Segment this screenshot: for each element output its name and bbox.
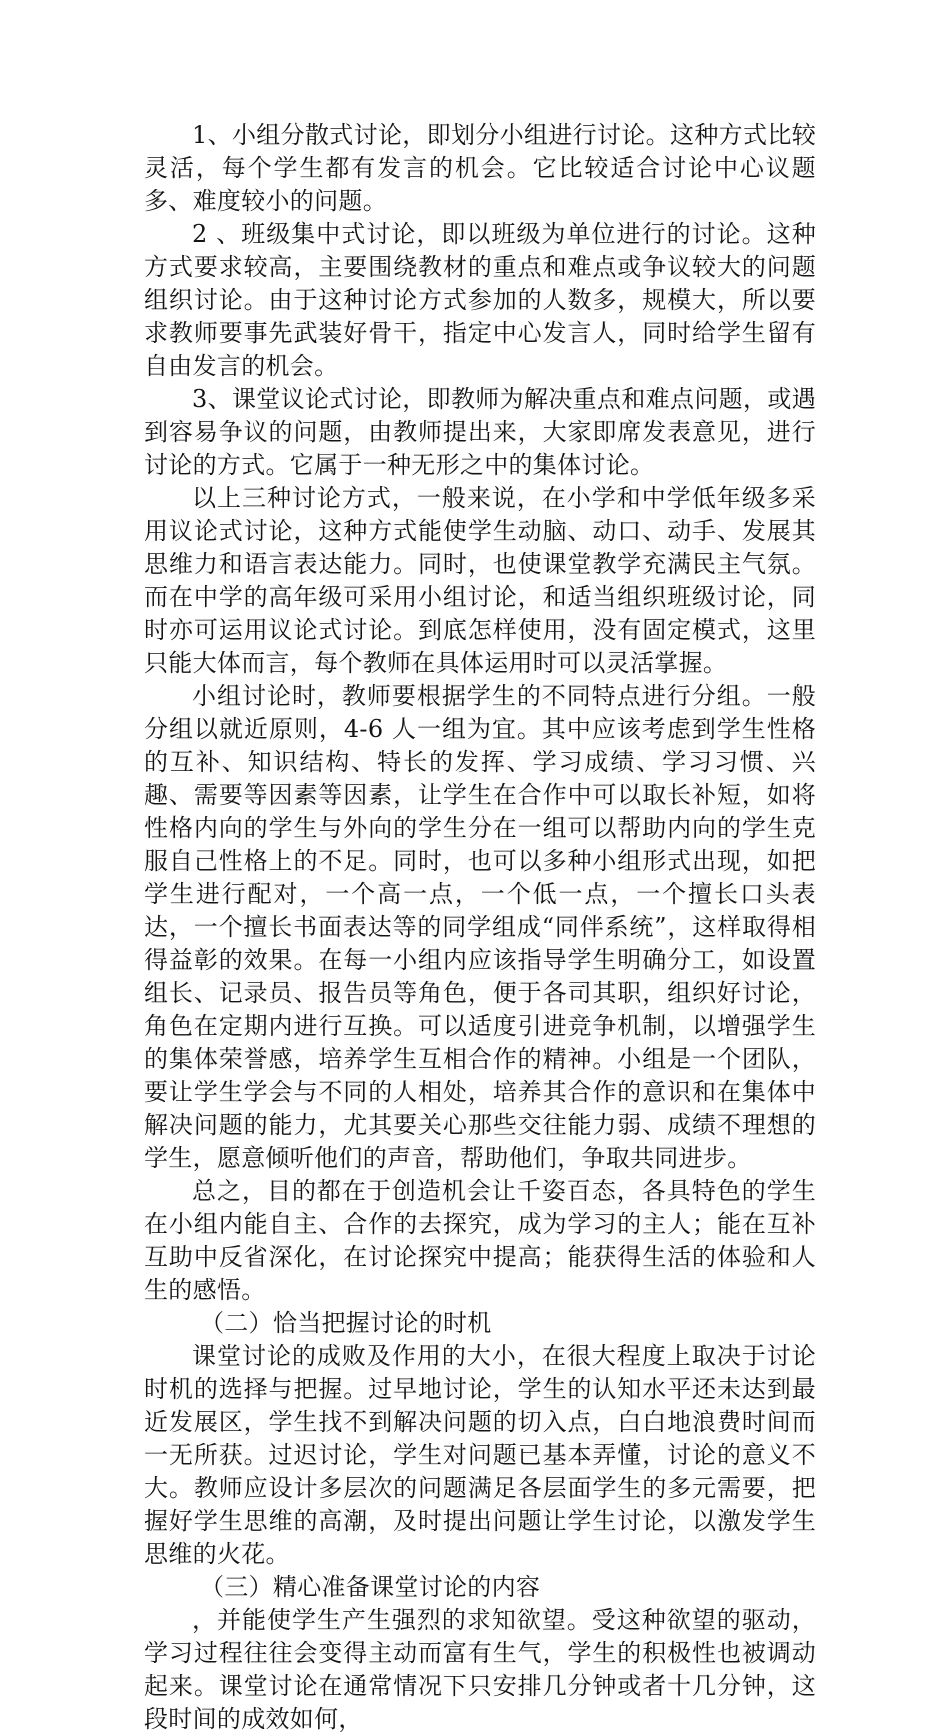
- document-body: [144, 119, 816, 1736]
- paragraph-summary-methods: 以上三种讨论方式，一般来说，在小学和中学低年级多采用议论式讨论，这种方式能使学生动脑、动口、动手、发展其思维力和语言表达能力。同时，也使课堂教学充满民主气氛。而在中学的高年级可采用小组讨论，和适当组织班级讨论，同时亦可运用议论式讨论。到底怎样使用，没有固定模式，这里只能大体而言，每个教师在具体运用时可以灵活掌握。: [144, 484, 816, 677]
- section-heading-timing: （二）恰当把握讨论的时机: [200, 1309, 492, 1337]
- paragraph-class-discussion: 2 、班级集中式讨论，即以班级为单位进行的讨论。这种方式要求较高，主要围绕教材的重点和难点或争议较大的问题组织讨论。由于这种讨论方式参加的人数多，规模大，所以要求教师要事先武装好骨干，指定中心发言人，同时给学生留有自由发言的机会。: [144, 220, 816, 380]
- section-heading-content: （三）精心准备课堂讨论的内容: [200, 1573, 541, 1601]
- paragraph-content: ，并能使学生产生强烈的求知欲望。受这种欲望的驱动，学习过程往往会变得主动而富有生气，学生的积极性也被调动起来。课堂讨论在通常情况下只安排几分钟或者十几分钟，这段时间的成效如何，: [144, 1606, 816, 1733]
- paragraph-classroom-discussion: 3、课堂议论式讨论，即教师为解决重点和难点问题，或遇到容易争议的问题，由教师提出来，大家即席发表意见，进行讨论的方式。它属于一种无形之中的集体讨论。: [144, 385, 816, 479]
- paragraph-timing: 课堂讨论的成败及作用的大小，在很大程度上取决于讨论时机的选择与把握。过早地讨论，学生的认知水平还未达到最近发展区，学生找不到解决问题的切入点，白白地浪费时间而一无所获。过迟讨论，学生对问题已基本弄懂，讨论的意义不大。教师应设计多层次的问题满足各层面学生的多元需要，把握好学生思维的高潮，及时提出问题让学生讨论，以激发学生思维的火花。: [144, 1342, 816, 1568]
- paragraph-group-discussion: 1、小组分散式讨论，即划分小组进行讨论。这种方式比较灵活，每个学生都有发言的机会。它比较适合讨论中心议题多、难度较小的问题。: [144, 121, 816, 215]
- paragraph-conclusion: 总之，目的都在于创造机会让千姿百态，各具特色的学生在小组内能自主、合作的去探究，成为学习的主人；能在互补互助中反省深化，在讨论探究中提高；能获得生活的体验和人生的感悟。: [144, 1177, 816, 1304]
- paragraph-grouping: 小组讨论时，教师要根据学生的不同特点进行分组。一般分组以就近原则，4-6 人一组为宜。其中应该考虑到学生性格的互补、知识结构、特长的发挥、学习成绩、学习习惯、兴趣、需要等因素等因素，让学生在合作中可以取长补短，如将性格内向的学生与外向的学生分在一组可以帮助内向的学生克服自己性格上的不足。同时，也可以多种小组形式出现，如把学生进行配对，一个高一点，一个低一点，一个擅长口头表达，一个擅长书面表达等的同学组成“同伴系统”，这样取得相得益彰的效果。在每一小组内应该指导学生明确分工，如设置组长、记录员、报告员等角色，便于各司其职，组织好讨论，角色在定期内进行互换。可以适度引进竞争机制，以增强学生的集体荣誉感，培养学生互相合作的精神。小组是一个团队，要让学生学会与不同的人相处，培养其合作的意识和在集体中解决问题的能力，尤其要关心那些交往能力弱、成绩不理想的学生，愿意倾听他们的声音，帮助他们，争取共同进步。: [144, 682, 816, 1172]
